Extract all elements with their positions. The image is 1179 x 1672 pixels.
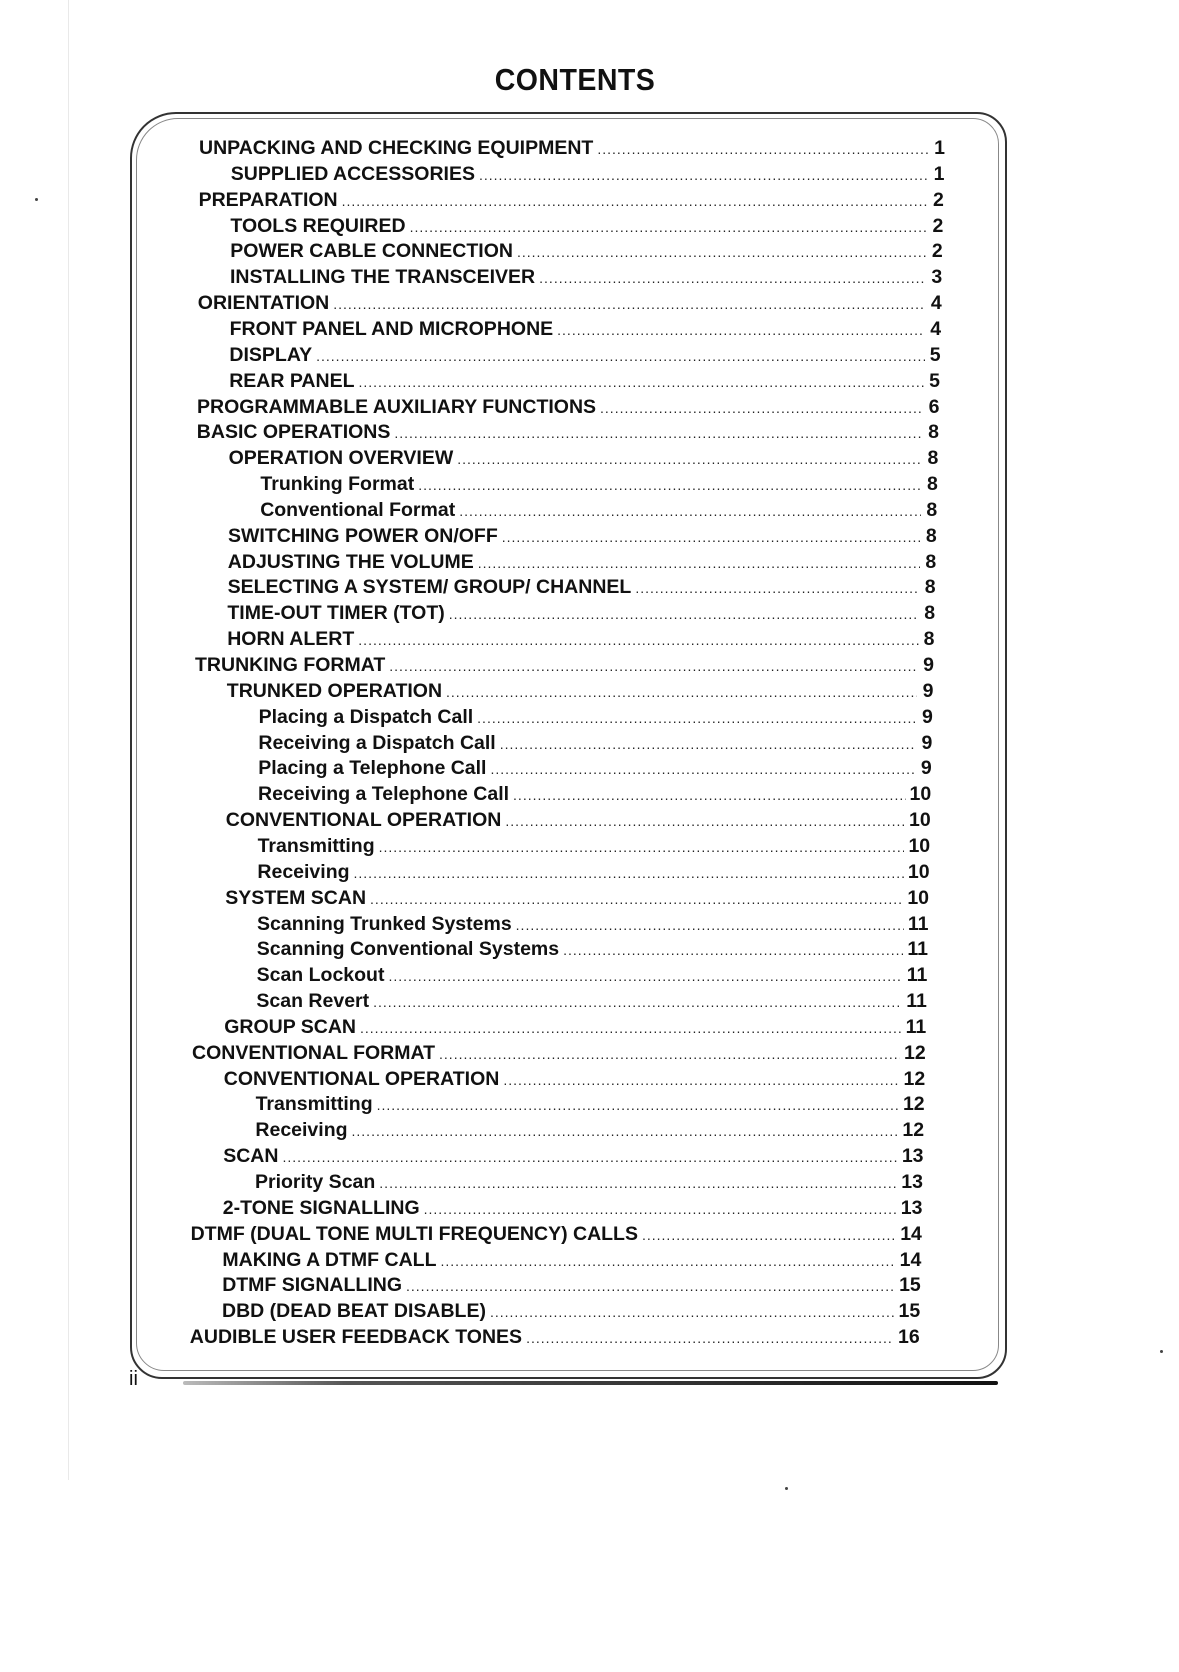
- toc-dot-leader: [557, 317, 925, 343]
- toc-dot-leader: [500, 731, 917, 757]
- toc-dot-leader: [505, 808, 905, 834]
- toc-dot-leader: [342, 188, 928, 214]
- toc-entry-title: CONVENTIONAL FORMAT: [192, 1041, 436, 1064]
- toc-dot-leader: [379, 1170, 897, 1196]
- toc-entry-page: 16: [897, 1326, 920, 1349]
- toc-entry-page: 10: [908, 809, 931, 832]
- toc-entry-title: REAR PANEL: [229, 369, 355, 392]
- toc-dot-leader: [379, 834, 905, 860]
- toc-entry-page: 8: [925, 550, 937, 573]
- toc-entry: [230, 316, 942, 342]
- toc-dot-leader: [441, 1248, 896, 1274]
- toc-entry: [230, 264, 942, 290]
- toc-dot-leader: [490, 1299, 895, 1325]
- toc-dot-leader: [517, 239, 927, 265]
- toc-entry: [258, 730, 932, 756]
- toc-entry: [259, 704, 933, 730]
- toc-entry-page: 13: [901, 1145, 924, 1168]
- toc-entry-title: Scanning Conventional Systems: [256, 938, 560, 961]
- toc-entry-page: 11: [907, 912, 929, 935]
- toc-dot-leader: [352, 1118, 899, 1144]
- toc-dot-leader: [477, 705, 917, 731]
- toc-entry: [199, 135, 945, 161]
- toc-entry-title: DISPLAY: [229, 343, 313, 366]
- toc-entry-title: Conventional Format: [260, 498, 456, 521]
- toc-dot-leader: [354, 860, 904, 886]
- toc-entry: [191, 1221, 922, 1247]
- toc-dot-leader: [389, 653, 918, 679]
- toc-dot-leader: [446, 679, 917, 705]
- toc-entry-title: Receiving a Dispatch Call: [258, 731, 496, 754]
- toc-dot-leader: [373, 989, 902, 1015]
- toc-entry-page: 8: [928, 421, 939, 444]
- toc-dot-leader: [457, 446, 922, 472]
- toc-entry-title: Receiving: [257, 860, 350, 883]
- toc-entry: [231, 161, 945, 187]
- toc-entry-page: 9: [921, 731, 933, 754]
- toc-entry: [230, 213, 943, 239]
- toc-dot-leader: [479, 162, 928, 188]
- toc-dot-leader: [377, 1092, 899, 1118]
- toc-entry-page: 9: [922, 705, 933, 728]
- toc-entry-title: Scanning Trunked Systems: [257, 912, 512, 935]
- scan-speck: [35, 198, 38, 201]
- toc-dot-leader: [439, 1041, 900, 1067]
- toc-dot-leader: [360, 1015, 902, 1041]
- toc-entry-page: 1: [934, 137, 945, 159]
- toc-entry: [199, 187, 944, 213]
- toc-entry-title: Trunking Format: [260, 473, 415, 496]
- toc-entry: [257, 859, 929, 885]
- toc-entry: [228, 549, 936, 575]
- toc-dot-leader: [513, 782, 906, 808]
- toc-entry-title: Priority Scan: [255, 1171, 376, 1193]
- toc-entry-page: 5: [929, 343, 941, 366]
- toc-entry-title: HORN ALERT: [227, 628, 355, 651]
- toc-entry: [227, 626, 934, 652]
- toc-dot-leader: [526, 1325, 894, 1351]
- toc-entry: [225, 885, 929, 911]
- toc-entry-page: 4: [930, 292, 942, 315]
- toc-entry: [195, 652, 934, 678]
- toc-entry-title: Placing a Dispatch Call: [258, 705, 474, 728]
- toc-entry: [197, 394, 940, 420]
- scan-speck: [1160, 1350, 1163, 1353]
- toc-entry-title: SCAN: [223, 1145, 279, 1168]
- toc-dot-leader: [358, 627, 918, 653]
- toc-dot-leader: [459, 498, 921, 524]
- toc-dot-leader: [388, 963, 902, 989]
- toc-entry-page: 5: [929, 369, 941, 392]
- toc-entry: [198, 290, 942, 316]
- toc-entry-title: TRUNKING FORMAT: [195, 654, 386, 676]
- toc-entry-page: 9: [922, 679, 934, 702]
- toc-entry: [260, 497, 937, 523]
- toc-entry-title: DBD (DEAD BEAT DISABLE): [222, 1300, 486, 1323]
- toc-dot-leader: [600, 395, 923, 421]
- toc-entry-title: SUPPLIED ACCESSORIES: [230, 162, 475, 185]
- toc-entry: [229, 342, 940, 368]
- toc-entry-title: UNPACKING AND CHECKING EQUIPMENT: [199, 137, 594, 159]
- toc-entry-title: BASIC OPERATIONS: [196, 421, 391, 444]
- toc-entry-page: 8: [925, 524, 937, 547]
- toc-entry-page: 11: [906, 990, 927, 1013]
- toc-entry: [257, 962, 928, 988]
- toc-entry: [258, 781, 931, 807]
- toc-entry-title: DTMF SIGNALLING: [222, 1274, 403, 1297]
- toc-entry-page: 3: [931, 266, 943, 289]
- toc-entry-title: TIME-OUT TIMER (TOT): [227, 602, 445, 625]
- toc-entry-title: Scan Lockout: [256, 964, 385, 987]
- toc-dot-leader: [424, 1196, 897, 1222]
- toc-entry-title: GROUP SCAN: [224, 1015, 357, 1038]
- toc-entry-title: TRUNKED OPERATION: [226, 679, 443, 702]
- toc-entry-page: 8: [924, 576, 936, 599]
- toc-entry-page: 11: [905, 1015, 927, 1038]
- toc-entry-title: ORIENTATION: [197, 292, 330, 315]
- toc-dot-leader: [410, 214, 928, 240]
- toc-entry-page: 11: [907, 938, 928, 961]
- toc-entry-page: 10: [907, 860, 930, 883]
- page-title: CONTENTS: [494, 62, 656, 97]
- toc-entry: [228, 523, 937, 549]
- toc-dot-leader: [478, 550, 920, 576]
- toc-entry: [256, 1091, 925, 1117]
- toc-entry-page: 14: [900, 1222, 922, 1245]
- toc-entry-page: 2: [931, 240, 943, 263]
- footer-rule: [183, 1381, 998, 1385]
- toc-dot-leader: [394, 420, 923, 446]
- toc-entry: [258, 833, 931, 859]
- toc-entry: [256, 988, 926, 1014]
- scan-speck: [785, 1487, 788, 1490]
- toc-entry-title: SELECTING A SYSTEM/ GROUP/ CHANNEL: [227, 576, 632, 599]
- toc-entry-title: Transmitting: [257, 834, 375, 857]
- toc-entry-page: 4: [930, 317, 942, 340]
- toc-dot-leader: [370, 886, 903, 912]
- toc-dot-leader: [539, 265, 926, 291]
- toc-entry: [197, 419, 939, 445]
- toc-entry: [190, 1324, 920, 1350]
- toc-entry: [228, 574, 936, 600]
- toc-entry-page: 10: [909, 783, 932, 806]
- toc-entry: [226, 807, 931, 833]
- toc-entry-title: PREPARATION: [198, 188, 338, 211]
- toc-entry-page: 12: [902, 1093, 925, 1116]
- toc-entry: [224, 1014, 926, 1040]
- toc-dot-leader: [418, 472, 922, 498]
- toc-entry: [222, 1272, 921, 1298]
- toc-entry-page: 12: [904, 1041, 926, 1064]
- toc-entry: [227, 600, 935, 626]
- toc-entry: [260, 471, 937, 497]
- toc-entry-title: Scan Revert: [256, 990, 370, 1013]
- toc-dot-leader: [333, 291, 925, 317]
- toc-dot-leader: [597, 136, 929, 162]
- toc-entry-page: 8: [923, 628, 935, 651]
- toc-entry: [229, 368, 940, 394]
- toc-entry: [192, 1040, 926, 1066]
- toc-dot-leader: [449, 601, 919, 627]
- toc-entry: [255, 1169, 923, 1195]
- toc-entry: [257, 936, 928, 962]
- toc-entry-title: CONVENTIONAL OPERATION: [223, 1067, 500, 1090]
- toc-entry: [229, 445, 939, 471]
- toc-dot-leader: [490, 756, 915, 782]
- toc-entry-title: POWER CABLE CONNECTION: [230, 240, 513, 263]
- toc-entry-page: 9: [923, 654, 934, 676]
- toc-entry-title: OPERATION OVERVIEW: [228, 447, 454, 470]
- toc-entry-title: Placing a Telephone Call: [258, 757, 487, 780]
- toc-entry-page: 15: [899, 1274, 921, 1297]
- toc-entry: [222, 1298, 920, 1324]
- toc-entry-title: DTMF (DUAL TONE MULTI FREQUENCY) CALLS: [190, 1222, 638, 1245]
- toc-dot-leader: [635, 575, 919, 601]
- toc-entry-title: Receiving a Telephone Call: [258, 783, 510, 806]
- toc-entry-page: 13: [900, 1196, 923, 1219]
- toc-dot-leader: [642, 1222, 896, 1248]
- toc-entry-page: 6: [928, 395, 940, 418]
- toc-entry: [255, 1117, 924, 1143]
- toc-entry: [258, 755, 932, 781]
- toc-entry-page: 8: [927, 447, 939, 470]
- toc-entry-page: 10: [908, 834, 931, 857]
- toc-entry-page: 8: [926, 498, 938, 521]
- toc-entry-page: 14: [899, 1248, 922, 1271]
- toc-dot-leader: [563, 937, 903, 963]
- toc-entry-title: ADJUSTING THE VOLUME: [227, 550, 474, 573]
- toc-entry-title: TOOLS REQUIRED: [230, 214, 406, 237]
- toc-entry-page: 10: [907, 886, 930, 909]
- toc-entry: [223, 1195, 923, 1221]
- toc-entry-title: AUDIBLE USER FEEDBACK TONES: [189, 1326, 523, 1349]
- toc-entry: [222, 1247, 921, 1273]
- toc-entry-title: Receiving: [255, 1119, 348, 1142]
- toc-entry: [230, 238, 943, 264]
- toc-dot-leader: [502, 524, 921, 550]
- toc-entry-page: 8: [924, 602, 936, 625]
- toc-dot-leader: [406, 1273, 895, 1299]
- toc-dot-leader: [282, 1144, 897, 1170]
- toc-entry-page: 15: [898, 1300, 921, 1323]
- toc-entry-title: Transmitting: [255, 1093, 373, 1116]
- toc-dot-leader: [316, 343, 924, 369]
- toc-entry-title: 2-TONE SIGNALLING: [222, 1196, 420, 1219]
- toc-entry-page: 12: [903, 1067, 926, 1090]
- toc-entry-page: 2: [932, 214, 944, 237]
- toc-entry: [224, 1066, 925, 1092]
- toc-entry-title: INSTALLING THE TRANSCEIVER: [230, 266, 536, 289]
- toc-entry-title: CONVENTIONAL OPERATION: [225, 809, 502, 832]
- toc-entry-title: SYSTEM SCAN: [225, 886, 367, 909]
- toc-entry: [227, 678, 934, 704]
- toc-entry-page: 12: [902, 1119, 925, 1142]
- toc-entry: [223, 1143, 923, 1169]
- toc-entry-title: SWITCHING POWER ON/OFF: [228, 524, 498, 547]
- toc-entry-title: MAKING A DTMF CALL: [222, 1248, 437, 1271]
- toc-entry-title: FRONT PANEL AND MICROPHONE: [229, 317, 554, 340]
- toc-entry-page: 9: [920, 757, 932, 780]
- toc-entry: [257, 911, 929, 937]
- toc-entry-page: 8: [926, 473, 938, 496]
- toc-entry-page: 11: [906, 964, 928, 987]
- toc-dot-leader: [359, 369, 925, 395]
- toc-dot-leader: [516, 912, 904, 938]
- toc-entry-page: 2: [933, 188, 944, 211]
- toc-entry-page: 1: [933, 162, 945, 185]
- toc-entry-page: 13: [901, 1171, 923, 1193]
- toc-dot-leader: [503, 1067, 899, 1093]
- toc-entry-title: PROGRAMMABLE AUXILIARY FUNCTIONS: [197, 395, 597, 418]
- page-number: ii: [129, 1368, 138, 1390]
